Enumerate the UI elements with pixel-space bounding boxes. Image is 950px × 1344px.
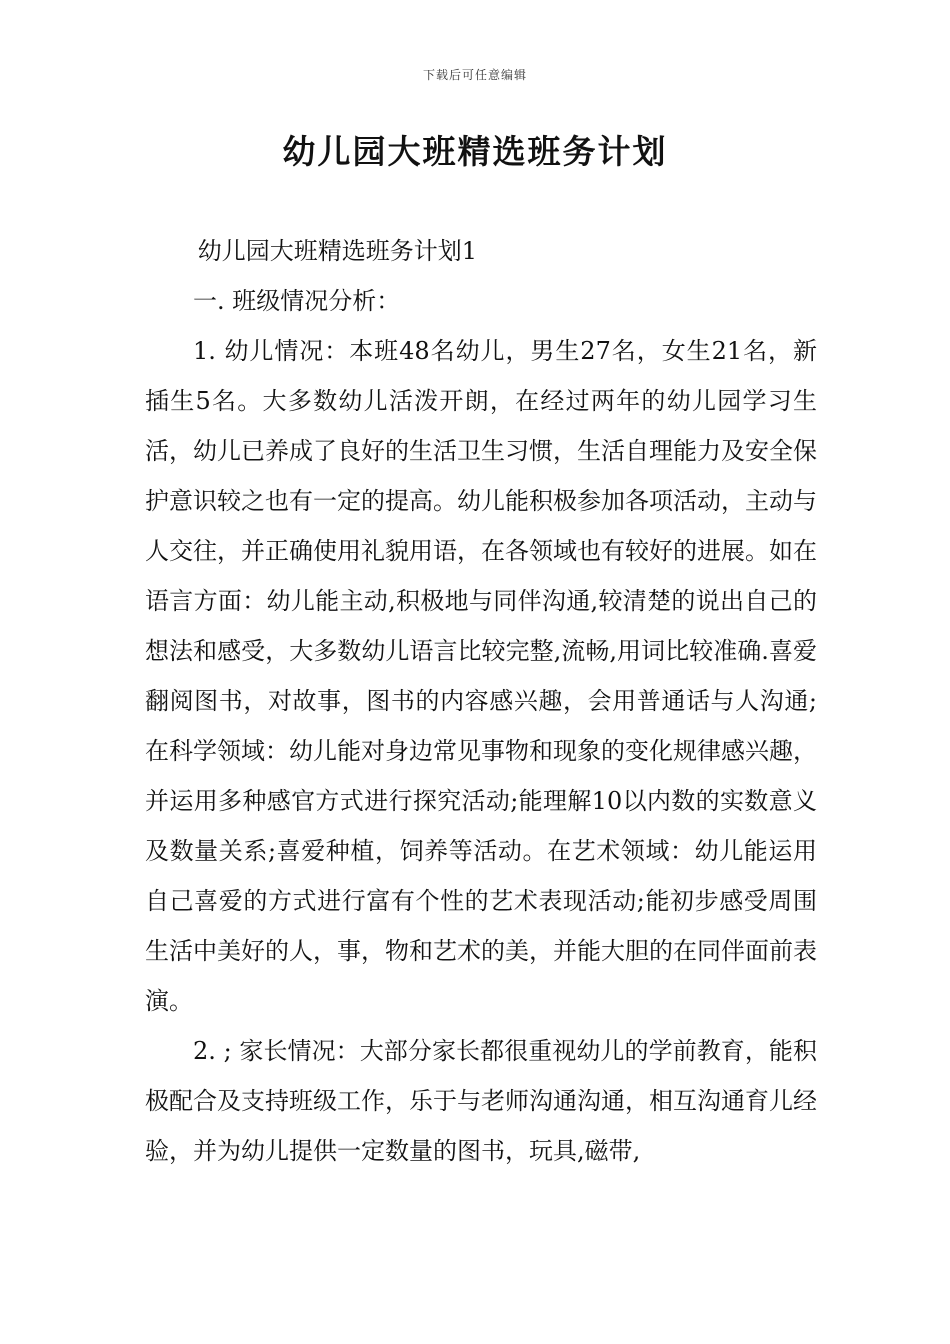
document-body <box>145 226 817 1176</box>
paragraph-children-situation: 1. 幼儿情况：本班48名幼儿，男生27名，女生21名，新插生5名。大多数幼儿活泼开朗，在经过两年的幼儿园学习生活，幼儿已养成了良好的生活卫生习惯，生活自理能力及安全保护意识较之也有一定的提高。幼儿能积极参加各项活动，主动与人交往，并正确使用礼貌用语，在各领域也有较好的进展。如在语言方面：幼儿能主动,积极地与同伴沟通,较清楚的说出自己的想法和感受，大多数幼儿语言比较完整,流畅,用词比较准确.喜爱翻阅图书，对故事，图书的内容感兴趣，会用普通话与人沟通;在科学领域：幼儿能对身边常见事物和现象的变化规律感兴趣，并运用多种感官方式进行探究活动;能理解10以内数的实数意义及数量关系;喜爱种植，饲养等活动。在艺术领域：幼儿能运用自己喜爱的方式进行富有个性的艺术表现活动;能初步感受周围生活中美好的人，事，物和艺术的美，并能大胆的在同伴面前表演。 <box>145 337 817 1015</box>
paragraph-parents-situation: 2. ; 家长情况：大部分家长都很重视幼儿的学前教育，能积极配合及支持班级工作，乐于与老师沟通沟通，相互沟通育儿经验，并为幼儿提供一定数量的图书，玩具,磁带, <box>145 1037 817 1165</box>
section-subtitle: 幼儿园大班精选班务计划1 <box>197 237 478 265</box>
section-heading: 一. 班级情况分析： <box>193 287 401 315</box>
header-note: 下载后可任意编辑 <box>422 68 527 82</box>
document-title: 幼儿园大班精选班务计划 <box>282 132 668 171</box>
